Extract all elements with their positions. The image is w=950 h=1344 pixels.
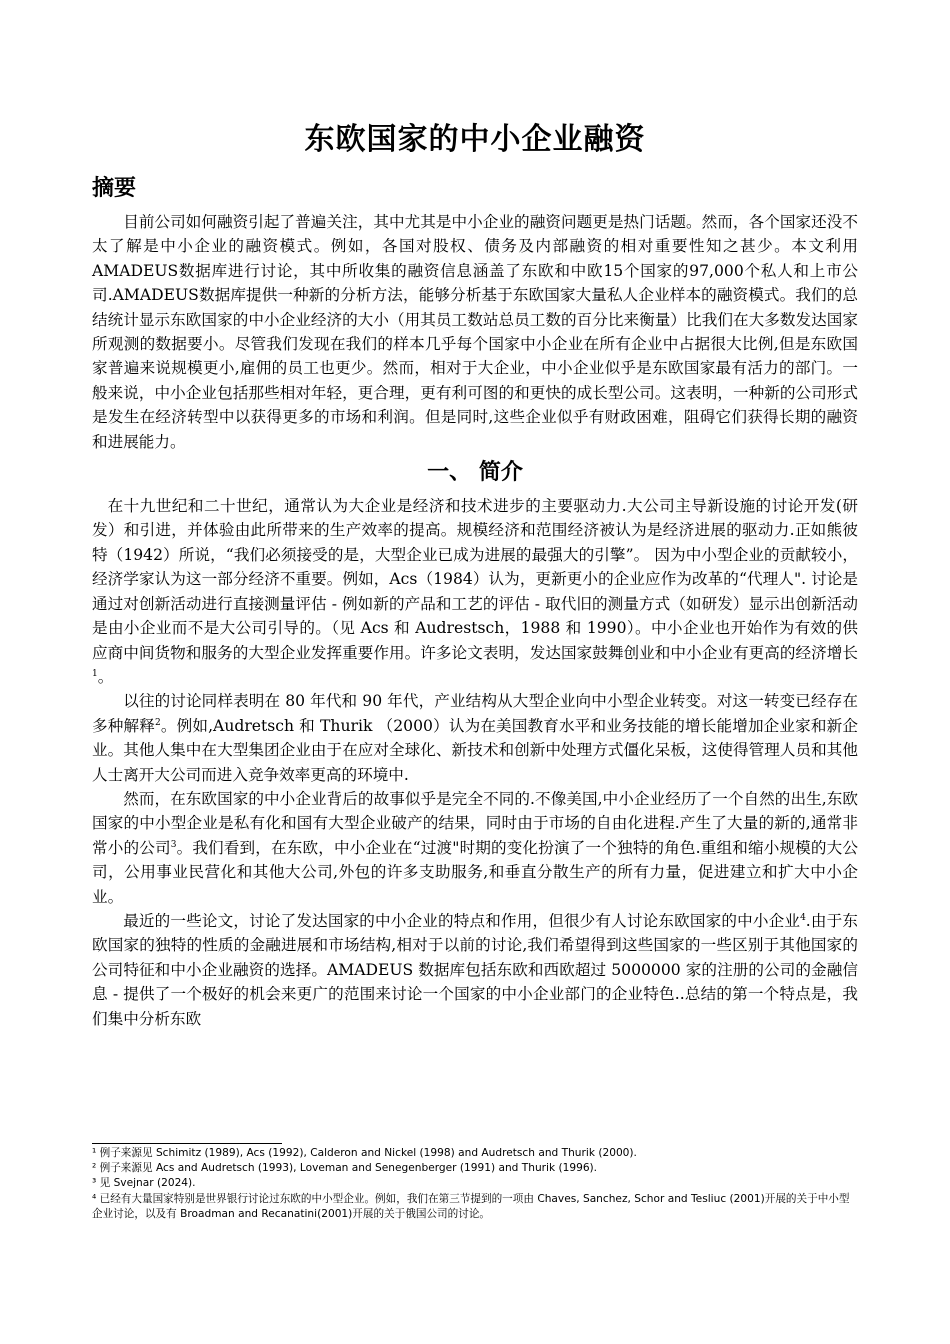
footnote-4: ⁴ 已经有大量国家特别是世界银行讨论过东欧的中小型企业。例如，我们在第三节提到的一项由 Chaves, Sanchez, Schor and Tesliuc (2001)开展的关于中小型企业讨论，以及有 Broadman and Recanatini(2001)开展的关于俄国公司的讨论。 — [92, 1192, 850, 1220]
intro-paragraph-3 — [92, 787, 858, 909]
abstract-heading: 摘要 — [92, 176, 137, 201]
intro-paragraph-1-end: 。 — [97, 667, 114, 686]
document-body — [92, 118, 858, 1031]
footnote-ref-4[interactable]: 4 — [800, 912, 806, 923]
footnote-3: ³ 见 Svejnar (2024). — [92, 1177, 196, 1190]
intro-paragraph-1 — [92, 494, 858, 689]
footnote-ref-1[interactable]: 1 — [92, 668, 98, 679]
footnote-ref-3[interactable]: 3 — [170, 839, 177, 850]
footnote-ref-2[interactable]: 2 — [154, 717, 161, 728]
footnotes — [92, 1146, 858, 1222]
intro-paragraph-3-text-b: 。我们看到，在东欧，中小企业在“过渡"时期的变化扮演了一个独特的角色.重组和缩小规模的大公司，公用事业民营化和其他大公司,外包的许多支助服务,和垂直分散生产的所有力量，促进建立和扩大中小企业。 — [92, 838, 858, 906]
section-heading-introduction: 一、 简介 — [427, 460, 523, 486]
intro-paragraph-4 — [92, 909, 858, 1031]
footnote-1: ¹ 例子来源见 Schimitz (1989), Acs (1992), Calderon and Nickel (1998) and Audretsch and Thurik (2000). — [92, 1147, 637, 1159]
abstract-paragraph: 目前公司如何融资引起了普遍关注，其中尤其是中小企业的融资问题更是热门话题。然而，各个国家还没不太了解是中小企业的融资模式。例如，各国对股权、债务及内部融资的相对重要性知之甚少。本文利用AMADEUS数据库进行讨论，其中所收集的融资信息涵盖了东欧和中欧15个国家的97,000个私人和上市公司.AMADEUS数据库提供一种新的分析方法，能够分析基于东欧国家大量私人企业样本的融资模式。我们的总结统计显示东欧国家的中小企业经济的大小（用其员工数站总员工数的百分比来衡量）比我们在大多数发达国家所观测的数据要小。尽管我们发现在我们的样本几乎每个国家中小企业在所有企业中占据很大比例,但是东欧国家普遍来说规模更小,雇佣的员工也更少。然而，相对于大企业，中小企业似乎是东欧国家最有活力的部门。一般来说，中小企业包括那些相对年轻，更合理，更有利可图的和更快的成长型公司。这表明，一种新的公司形式是发生在经济转型中以获得更多的市场和利润。但是同时,这些企业似乎有财政困难，阻碍它们获得长期的融资和进展能力。 — [92, 213, 858, 451]
footnote-separator — [92, 1143, 282, 1144]
intro-paragraph-4-text-b: .由于东欧国家的独特的性质的金融进展和市场结构,相对于以前的讨论,我们希望得到这些国家的一些区别于其他国家的公司特征和中小企业融资的选择。AMADEUS 数据库包括东欧和西欧超过 5000000 家的注册的公司的金融信息 - 提供了一个极好的机会来更广的范围来讨论一个国家的中小企业部门的企业特色..总结的第一个特点是，我们集中分析东欧 — [92, 911, 858, 1028]
intro-paragraph-1-text: 在十九世纪和二十世纪，通常认为大企业是经济和技术进步的主要驱动力.大公司主导新设施的讨论开发(研发）和引进，并体验由此所带来的生产效率的提高。规模经济和范围经济被认为是经济进展的驱动力.正如熊彼特（1942）所说，“我们必须接受的是，大型企业已成为进展的最强大的引擎”。 因为中小型企业的贡献较小，经济学家认为这一部分经济不重要。例如，Acs（1984）认为，更新更小的企业应作为改革的“代理人". 讨论是通过对创新活动进行直接测量评估 - 例如新的产品和工艺的评估 - 取代旧的测量方式（如研发）显示出创新活动是由小企业而不是大公司引导的。（见 Acs 和 Audrestsch，1988 和 1990）。中小企业也开始作为有效的供应商中间货物和服务的大型企业发挥重要作用。许多论文表明，发达国家鼓舞创业和中小企业有更高的经济增长 — [92, 497, 858, 662]
intro-paragraph-4-text-a: 最近的一些论文，讨论了发达国家的中小企业的特点和作用，但很少有人讨论东欧国家的中小企业 — [123, 911, 801, 930]
intro-paragraph-2-text-a: 以往的讨论同样表明在 80 年代和 90 年代，产业结构从大型企业向中小型企业转变。对这一转变已经存在多种解释 — [92, 692, 858, 735]
footnote-2: ² 例子来源见 Acs and Audretsch (1993), Loveman and Senegenberger (1991) and Thurik (1996). — [92, 1162, 598, 1175]
intro-paragraph-3-text-a: 然而，在东欧国家的中小企业背后的故事似乎是完全不同的.不像美国,中小企业经历了一个自然的出生,东欧国家的中小型企业是私有化和国有大型企业破产的结果，同时由于市场的自由化进程.产生了大量的新的,通常非常小的公司 — [92, 789, 858, 857]
intro-paragraph-2-text-b: 。例如,Audretsch 和 Thurik （2000）认为在美国教育水平和业务技能的增长能增加企业家和新企业。其他人集中在大型集团企业由于在应对全球化、新技术和创新中处理方式僵化呆板，这使得管理人员和其他人士离开大公司而进入竞争效率更高的环境中. — [92, 716, 858, 784]
intro-paragraph-2 — [92, 689, 858, 787]
document-title: 东欧国家的中小企业融资 — [304, 122, 646, 157]
